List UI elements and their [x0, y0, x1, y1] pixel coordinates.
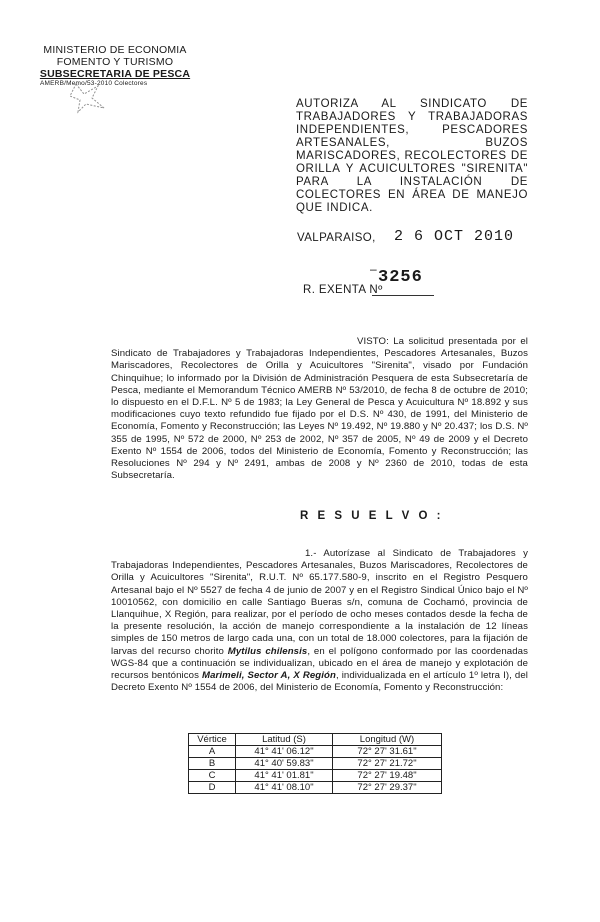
- header-latitud: Latitud (S): [236, 734, 333, 746]
- ministry-subtitle: FOMENTO Y TURISMO: [56, 56, 174, 68]
- latitude-cell: 41° 41' 08.10": [236, 782, 333, 794]
- article-1-paragraph: [111, 548, 528, 694]
- latitude-cell: 41° 41' 06.12": [236, 746, 333, 758]
- article-1-text-b: , en el polígono conformado por las coordenadas WGS-84 que a continuación se individualizan, ubicado en el área de manejo y explotación de recursos bentónicos: [111, 645, 528, 682]
- resolution-number: 3256: [378, 268, 423, 287]
- table-row: [189, 770, 442, 782]
- latitude-cell: 41° 40' 59.83": [236, 758, 333, 770]
- vertex-cell: A: [189, 746, 236, 758]
- coordinates-table: [188, 733, 442, 794]
- header-longitud: Longitud (W): [333, 734, 442, 746]
- table-header-row: [189, 734, 442, 746]
- memo-reference: AMERB/Memo/53-2010 Colectores: [40, 80, 148, 87]
- stamp-icon: [68, 82, 108, 114]
- number-mark: –: [370, 262, 377, 276]
- vertex-cell: C: [189, 770, 236, 782]
- date-stamp: 2 6 OCT 2010: [394, 228, 515, 245]
- exenta-label: R. EXENTA Nº: [303, 284, 383, 296]
- city-label: VALPARAISO,: [297, 232, 376, 244]
- longitude-cell: 72° 27' 19.48": [333, 770, 442, 782]
- ministry-name: MINISTERIO DE ECONOMIA: [43, 44, 187, 56]
- letterhead: [30, 44, 200, 88]
- longitude-cell: 72° 27' 21.72": [333, 758, 442, 770]
- resolution-title: AUTORIZA AL SINDICATO DE TRABAJADORES Y TRABAJADORAS INDEPENDIENTES, PESCADORES ARTESANALES, BUZOS MARISCADORES, RECOLECTORES DE ORILLA Y ACUICULTORES "SIRENITA" PARA LA INSTALACIÓN DE COLECTORES EN ÁREA DE MANEJO QUE INDICA.: [296, 98, 528, 214]
- latitude-cell: 41° 41' 01.81": [236, 770, 333, 782]
- visto-paragraph: VISTO: La solicitud presentada por el Sindicato de Trabajadores y Trabajadoras Independientes, Pescadores Artesanales, Buzos Mariscadores, Recolectores de Orilla y Acuicultores "Sirenita", visado por Fundación Chinquihue; lo informado por la División de Administración Pesquera de esta Subsecretaría de Pesca, mediante el Memorandum Técnico AMERB Nº 53/2010, de fecha 8 de octubre de 2010; lo dispuesto en el D.F.L. Nº 5 de 1983; la Ley General de Pesca y Acuicultura Nº 18.892 y sus modificaciones cuyo texto refundido fue fijado por el D.S. Nº 430, de 1991, del Ministerio de Economía, Fomento y Reconstrucción; las Leyes Nº 19.492, Nº 19.880 y Nº 20.437; los D.S. Nº 355 de 1995, Nº 572 de 2000, Nº 253 de 2002, Nº 357 de 2005, Nº 49 de 2009 y el Decreto Exento Nº 1554 de 2006, todos del Ministerio de Economía, Fomento y Reconstrucción; las Resoluciones Nº 294 y Nº 2491, ambas de 2008 y Nº 2360 de 2010, todas de esta Subsecretaría.: [111, 336, 528, 482]
- longitude-cell: 72° 27' 31.61": [333, 746, 442, 758]
- resuelvo-heading: R E S U E L V O :: [300, 510, 444, 522]
- vertex-cell: B: [189, 758, 236, 770]
- area-name: Marimeli, Sector A, X Región: [201, 670, 336, 682]
- header-vertice: Vértice: [189, 734, 236, 746]
- species-name: Mytilus chilensis: [227, 645, 308, 657]
- article-1-text-a: 1.- Autorízase al Sindicato de Trabajadores y Trabajadoras Independientes, Pescadores Artesanales, Buzos Mariscadores, Recolectores de Orilla y Acuicultores "Sirenita", R.U.T. Nº 65.177.580-9, inscrito en el Registro Pesquero Artesanal bajo el Nº 5527 de fecha 4 de junio de 2007 y en el Registro Sindical Único bajo el Nº 10010562, con domicilio en calle Santiago Bueras s/n, comuna de Cochamó, provincia de Llanquihue, X Región, para realizar, por el período de ocho meses contados desde la fecha de la presente resolución, la acción de manejo correspondiente a la instalación de 12 líneas simples de 150 metros de largo cada una, con un total de 18.000 colectores, para la fijación de larvas del recurso chorito: [111, 548, 528, 657]
- table-row: [189, 758, 442, 770]
- number-underline: [372, 295, 434, 296]
- article-1-text-c: , individualizada en el artículo 1º letra I), del Decreto Exento Nº 1554 de 2006, del Ministerio de Economía, Fomento y Reconstrucción:: [111, 670, 528, 694]
- longitude-cell: 72° 27' 29.37": [333, 782, 442, 794]
- table-row: [189, 782, 442, 794]
- table-row: [189, 746, 442, 758]
- subsecretaria-name: SUBSECRETARIA DE PESCA: [39, 68, 191, 80]
- vertex-cell: D: [189, 782, 236, 794]
